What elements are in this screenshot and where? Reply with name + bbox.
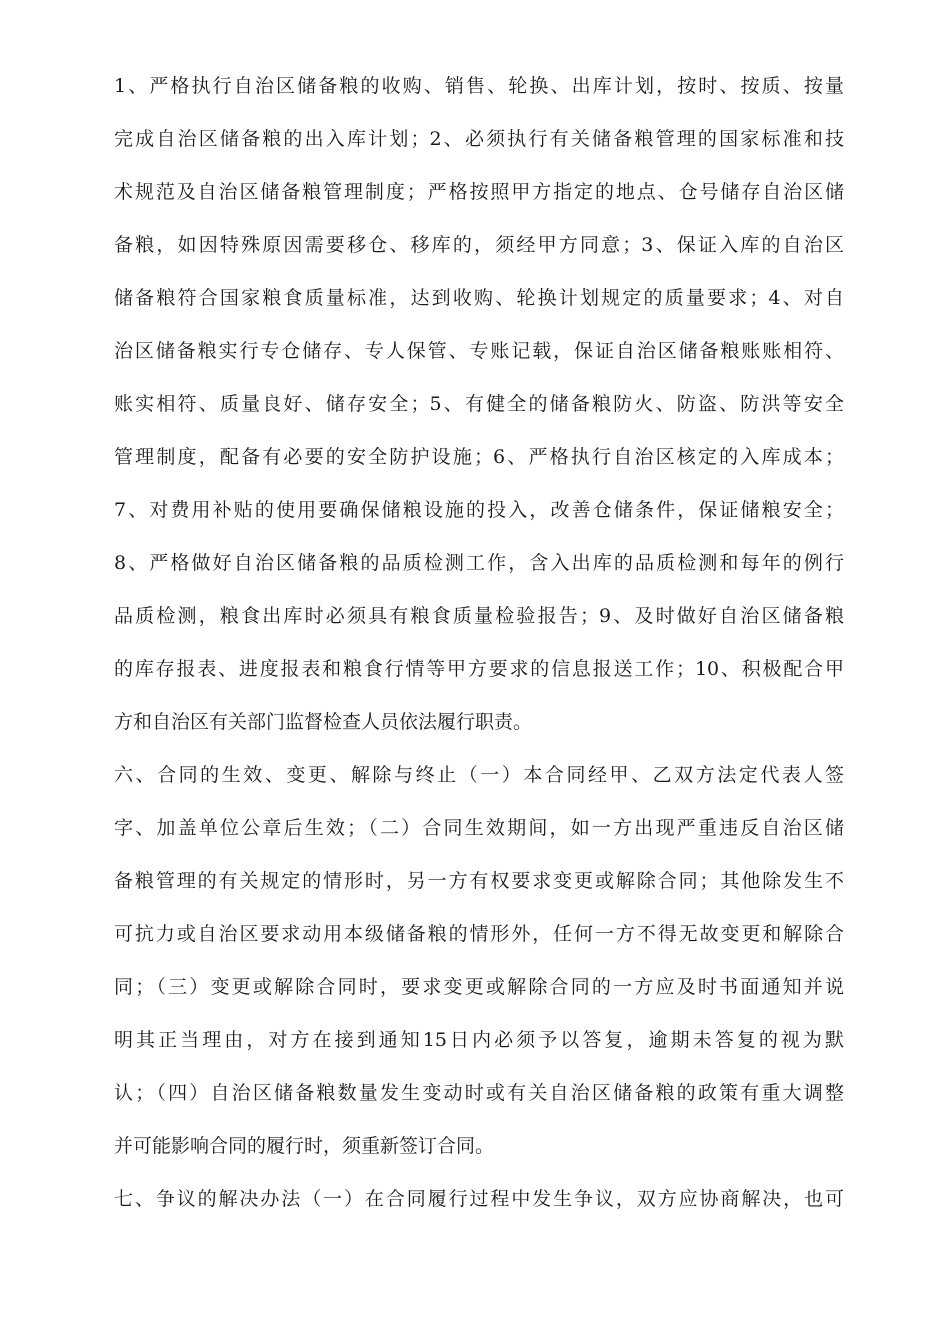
text-line: 7、对费用补贴的使用要确保储粮设施的投入，改善仓储条件，保证储粮安全； xyxy=(114,499,844,521)
text-line: 储备粮符合国家粮食质量标准，达到收购、轮换计划规定的质量要求；4、对自 xyxy=(114,287,844,309)
section-heading-line: 六、合同的生效、变更、解除与终止（一）本合同经甲、乙双方法定代表人签 xyxy=(114,764,844,786)
text-line: 的库存报表、进度报表和粮食行情等甲方要求的信息报送工作；10、积极配合甲 xyxy=(114,658,844,680)
text-line: 备粮管理的有关规定的情形时，另一方有权要求变更或解除合同；其他除发生不 xyxy=(114,870,844,892)
text-line: 并可能影响合同的履行时，须重新签订合同。 xyxy=(114,1135,495,1157)
text-line: 明其正当理由，对方在接到通知15日内必须予以答复，逾期未答复的视为默 xyxy=(114,1029,844,1051)
text-line: 完成自治区储备粮的出入库计划；2、必须执行有关储备粮管理的国家标准和技 xyxy=(114,128,844,150)
text-line: 同；（三）变更或解除合同时，要求变更或解除合同的一方应及时书面通知并说 xyxy=(114,976,844,998)
text-line: 可抗力或自治区要求动用本级储备粮的情形外，任何一方不得无故变更和解除合 xyxy=(114,923,844,945)
text-line: 备粮，如因特殊原因需要移仓、移库的，须经甲方同意；3、保证入库的自治区 xyxy=(114,234,844,256)
text-line: 术规范及自治区储备粮管理制度；严格按照甲方指定的地点、仓号储存自治区储 xyxy=(114,181,844,203)
text-line: 8、严格做好自治区储备粮的品质检测工作，含入出库的品质检测和每年的例行 xyxy=(114,552,844,574)
text-line: 账实相符、质量良好、储存安全；5、有健全的储备粮防火、防盗、防洪等安全 xyxy=(114,393,844,415)
section-heading-line: 七、争议的解决办法（一）在合同履行过程中发生争议，双方应协商解决，也可 xyxy=(114,1188,844,1210)
text-line: 1、严格执行自治区储备粮的收购、销售、轮换、出库计划，按时、按质、按量 xyxy=(114,75,844,97)
text-line: 认；（四）自治区储备粮数量发生变动时或有关自治区储备粮的政策有重大调整 xyxy=(114,1082,844,1104)
text-line: 治区储备粮实行专仓储存、专人保管、专账记载，保证自治区储备粮账账相符、 xyxy=(114,340,844,362)
text-line: 字、加盖单位公章后生效；（二）合同生效期间，如一方出现严重违反自治区储 xyxy=(114,817,844,839)
text-line: 管理制度，配备有必要的安全防护设施；6、严格执行自治区核定的入库成本； xyxy=(114,446,844,468)
text-line: 方和自治区有关部门监督检查人员依法履行职责。 xyxy=(114,711,533,733)
text-line: 品质检测，粮食出库时必须具有粮食质量检验报告；9、及时做好自治区储备粮 xyxy=(114,605,844,627)
